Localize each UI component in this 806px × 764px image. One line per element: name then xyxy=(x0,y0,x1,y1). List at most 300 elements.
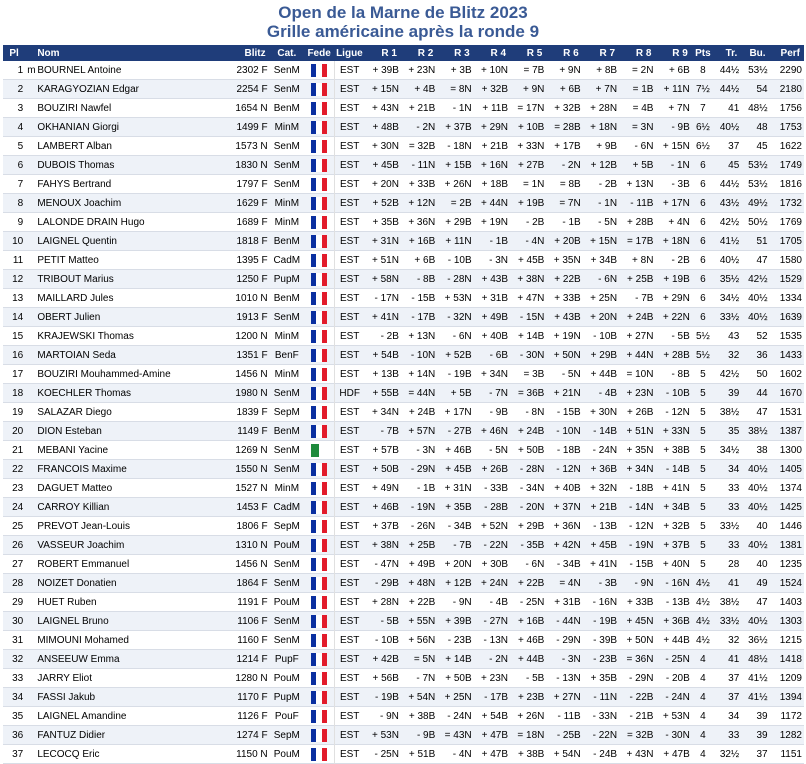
points-cell: 5½ xyxy=(692,346,714,365)
table-row[interactable] xyxy=(3,403,804,422)
performance-cell: 1816 xyxy=(779,178,802,190)
round-result-cell: + 44N xyxy=(474,194,510,213)
column-header[interactable]: Pl xyxy=(3,45,25,61)
place-cell: 19 xyxy=(12,406,24,418)
federation-cell xyxy=(304,156,334,175)
algeria-flag-icon xyxy=(311,444,327,457)
round-result-cell: - 18N xyxy=(447,140,472,152)
tiebreak-tr-cell: 39 xyxy=(714,384,741,403)
table-row[interactable] xyxy=(3,498,804,517)
column-header[interactable]: R 9 xyxy=(655,45,691,61)
tiebreak-bu-cell: 49 xyxy=(741,574,769,593)
tiebreak-bu-cell: 36 xyxy=(741,346,769,365)
points-cell: 7½ xyxy=(692,80,714,99)
column-header[interactable]: R 5 xyxy=(510,45,546,61)
round-result-cell: + 24B xyxy=(408,406,436,418)
player-name[interactable]: PREVOT Jean-Louis xyxy=(37,520,130,532)
tiebreak-tr-cell: 41 xyxy=(714,574,741,593)
player-name[interactable]: KOECHLER Thomas xyxy=(35,384,227,403)
round-result-cell: = 43N xyxy=(437,726,473,745)
tiebreak-tr-cell: 32 xyxy=(714,346,741,365)
place-cell: 23 xyxy=(12,482,24,494)
player-name[interactable]: VASSEUR Joachim xyxy=(35,536,227,555)
category-cell: SepM xyxy=(273,520,300,532)
round-result-cell: - 29N xyxy=(401,460,437,479)
title-cell xyxy=(25,251,35,270)
rating-cell: 1456 N xyxy=(235,558,268,570)
player-name[interactable]: MARTOIAN Seda xyxy=(35,346,227,365)
league-cell: EST xyxy=(334,707,364,726)
player-name[interactable]: LAMBERT Alban xyxy=(37,140,112,152)
round-result-cell: + 33B xyxy=(627,596,654,608)
round-result-cell: + 6B xyxy=(668,64,690,76)
round-result-cell: + 34N xyxy=(619,460,655,479)
round-result-cell: + 34N xyxy=(481,368,508,380)
round-result-cell: - 3B xyxy=(671,178,690,190)
tiebreak-bu-cell: 53½ xyxy=(748,178,768,190)
column-header[interactable]: Blitz xyxy=(227,45,269,61)
performance-cell: 1602 xyxy=(779,368,802,380)
round-result-cell: + 13N xyxy=(408,330,436,342)
tiebreak-tr-cell: 41½ xyxy=(714,232,741,251)
player-name[interactable]: OKHANIAN Giorgi xyxy=(35,118,227,137)
player-name[interactable]: PETIT Matteo xyxy=(37,254,99,266)
title-cell xyxy=(25,175,35,194)
round-result-cell: + 45B xyxy=(365,156,401,175)
table-row[interactable] xyxy=(3,555,804,574)
france-flag-icon xyxy=(311,615,327,628)
player-name[interactable]: FASSI Jakub xyxy=(35,688,227,707)
player-name[interactable]: CARROY Killian xyxy=(35,498,227,517)
table-row[interactable] xyxy=(3,270,804,289)
round-result-cell: - 16N xyxy=(655,574,691,593)
player-name[interactable]: TRIBOUT Marius xyxy=(35,270,227,289)
round-result-cell: + 14B xyxy=(437,650,473,669)
rating-cell: 1310 N xyxy=(227,536,269,555)
table-row[interactable] xyxy=(3,308,804,327)
table-row[interactable] xyxy=(3,137,804,156)
round-result-cell: + 12N xyxy=(401,194,437,213)
round-result-cell: + 25B xyxy=(401,536,437,555)
player-name[interactable]: LALONDE DRAIN Hugo xyxy=(37,216,145,228)
performance-cell: 1639 xyxy=(770,308,804,327)
category-cell: SenM xyxy=(273,178,300,190)
tiebreak-tr-cell: 34½ xyxy=(719,292,740,304)
table-row[interactable] xyxy=(3,593,804,612)
league-cell: EST xyxy=(334,99,364,118)
round-result-cell: + 11B xyxy=(482,102,508,114)
round-result-cell: + 46B xyxy=(517,634,545,646)
player-name[interactable]: LAIGNEL Amandine xyxy=(37,710,127,722)
round-result-cell: + 25N xyxy=(437,688,473,707)
column-header[interactable]: Tr. xyxy=(714,45,741,61)
tiebreak-bu-cell: 40½ xyxy=(741,536,769,555)
round-result-cell: = 36N xyxy=(619,650,655,669)
tiebreak-bu-cell: 41½ xyxy=(748,672,768,684)
place-cell: 24 xyxy=(3,498,25,517)
title-cell xyxy=(25,422,35,441)
round-result-cell: = 4N xyxy=(546,574,582,593)
round-result-cell: + 51N xyxy=(371,254,399,266)
table-row[interactable] xyxy=(3,441,804,460)
table-row[interactable] xyxy=(3,460,804,479)
player-name[interactable]: ROBERT Emmanuel xyxy=(37,558,130,570)
table-row[interactable] xyxy=(3,574,804,593)
table-row[interactable] xyxy=(3,194,804,213)
place-cell: 1 xyxy=(17,64,24,76)
title-cell xyxy=(25,745,35,764)
round-result-cell: + 33N xyxy=(517,140,545,152)
column-header[interactable]: R 3 xyxy=(437,45,473,61)
round-result-cell: - 25B xyxy=(546,726,582,745)
player-name[interactable]: FAHYS Bertrand xyxy=(37,178,112,190)
tiebreak-bu-cell: 40½ xyxy=(748,292,768,304)
title-cell xyxy=(25,118,35,137)
player-name[interactable]: MAILLARD Jules xyxy=(37,292,114,304)
place-cell: 27 xyxy=(12,558,24,570)
title-cell xyxy=(25,346,35,365)
round-result-cell: + 26N xyxy=(517,710,545,722)
round-result-cell: - 14B xyxy=(655,460,691,479)
round-result-cell: + 28N xyxy=(371,596,399,608)
category-cell: PupF xyxy=(270,650,304,669)
league-cell: EST xyxy=(334,289,364,308)
round-result-cell: - 2N xyxy=(474,650,510,669)
category-cell: SenM xyxy=(270,308,304,327)
table-row[interactable] xyxy=(3,422,804,441)
rating-cell: 1010 N xyxy=(235,292,268,304)
round-result-cell: - 7B xyxy=(635,292,654,304)
points-cell: 6½ xyxy=(692,118,714,137)
player-name[interactable]: MENOUX Joachim xyxy=(35,194,227,213)
points-cell: 4 xyxy=(700,748,706,760)
round-result-cell: + 20B xyxy=(546,232,582,251)
table-row[interactable] xyxy=(3,80,804,99)
round-result-cell: + 44B xyxy=(590,368,618,380)
round-result-cell: - 4N xyxy=(452,748,472,760)
tiebreak-tr-cell: 37 xyxy=(728,140,740,152)
round-result-cell: - 24N xyxy=(447,710,472,722)
round-result-cell: - 5B xyxy=(526,672,545,684)
tiebreak-bu-cell: 51 xyxy=(741,232,769,251)
round-result-cell: - 5N xyxy=(598,216,618,228)
player-name[interactable]: JARRY Eliot xyxy=(37,672,92,684)
page-subtitle: Grille américaine après la ronde 9 xyxy=(266,22,540,41)
tiebreak-bu-cell: 50 xyxy=(756,368,768,380)
round-result-cell: - 7B xyxy=(437,536,473,555)
column-header[interactable]: R 1 xyxy=(365,45,401,61)
player-name[interactable]: FRANCOIS Maxime xyxy=(35,460,227,479)
round-result-cell: + 5B xyxy=(619,156,655,175)
round-result-cell: - 19B xyxy=(447,368,472,380)
round-result-cell: + 21B xyxy=(481,140,508,152)
round-result-cell: + 15N xyxy=(662,140,690,152)
round-result-cell: - 9B xyxy=(489,406,508,418)
league-cell: EST xyxy=(334,327,364,346)
table-row[interactable] xyxy=(3,346,804,365)
round-result-cell: - 9B xyxy=(401,726,437,745)
column-header[interactable]: R 2 xyxy=(401,45,437,61)
round-result-cell: + 49B xyxy=(474,308,510,327)
round-result-cell: - 10N xyxy=(401,346,437,365)
table-row[interactable] xyxy=(3,61,804,80)
rating-cell: 1250 F xyxy=(227,270,269,289)
round-result-cell: + 37B xyxy=(655,536,691,555)
round-result-cell: + 40N xyxy=(662,558,690,570)
round-result-cell: = 1N xyxy=(522,178,545,190)
table-row[interactable] xyxy=(3,365,804,384)
round-result-cell: - 10N xyxy=(546,422,582,441)
player-name[interactable]: OBERT Julien xyxy=(35,308,227,327)
tiebreak-tr-cell: 37 xyxy=(714,688,741,707)
table-row[interactable] xyxy=(3,289,804,308)
column-header[interactable]: Perf xyxy=(770,45,804,61)
league-cell: EST xyxy=(334,251,364,270)
table-row[interactable] xyxy=(3,612,804,631)
player-name[interactable]: DAGUET Matteo xyxy=(37,482,113,494)
round-result-cell: - 23B xyxy=(583,650,619,669)
league-cell: EST xyxy=(334,745,364,764)
round-result-cell: - 11N xyxy=(401,156,437,175)
column-header[interactable]: R 4 xyxy=(474,45,510,61)
round-result-cell: + 23N xyxy=(619,384,655,403)
round-result-cell: + 22B xyxy=(408,596,436,608)
league-cell: EST xyxy=(334,232,364,251)
table-row[interactable] xyxy=(3,707,804,726)
points-cell: 4½ xyxy=(695,634,710,646)
round-result-cell: + 25B xyxy=(619,270,655,289)
round-result-cell: + 32B xyxy=(474,80,510,99)
title-cell xyxy=(25,517,35,536)
round-result-cell: - 25N xyxy=(519,596,545,608)
performance-cell: 1282 xyxy=(770,726,804,745)
points-cell: 4½ xyxy=(692,574,714,593)
table-row[interactable] xyxy=(3,688,804,707)
round-result-cell: + 42N xyxy=(546,536,582,555)
table-row[interactable] xyxy=(3,517,804,536)
place-cell: 12 xyxy=(3,270,25,289)
column-header[interactable]: Pts xyxy=(692,45,714,61)
tiebreak-bu-cell: 41½ xyxy=(741,688,769,707)
league-cell: EST xyxy=(334,517,364,536)
france-flag-icon xyxy=(311,197,327,210)
category-cell: PupM xyxy=(270,270,304,289)
tiebreak-bu-cell: 40½ xyxy=(741,498,769,517)
performance-cell: 1209 xyxy=(779,672,802,684)
round-result-cell: + 32B xyxy=(554,102,581,114)
points-cell: 4 xyxy=(692,688,714,707)
table-row[interactable] xyxy=(3,251,804,270)
player-name[interactable]: LAIGNEL Bruno xyxy=(35,612,227,631)
round-result-cell: + 44B xyxy=(510,650,546,669)
rating-cell: 1274 F xyxy=(227,726,269,745)
title-cell xyxy=(25,612,35,631)
points-cell: 4 xyxy=(692,650,714,669)
round-result-cell: = 44N xyxy=(401,384,437,403)
round-result-cell: + 39B xyxy=(437,612,473,631)
column-header[interactable]: R 7 xyxy=(583,45,619,61)
player-name[interactable]: MEBANI Yacine xyxy=(37,444,109,456)
round-result-cell: + 25N xyxy=(590,292,618,304)
round-result-cell: + 50B xyxy=(365,460,401,479)
round-result-cell: = 17N xyxy=(517,102,545,114)
player-name[interactable]: KRAJEWSKI Thomas xyxy=(37,330,134,342)
title-cell xyxy=(25,194,35,213)
tiebreak-bu-cell: 37 xyxy=(756,748,768,760)
category-cell: PupM xyxy=(270,688,304,707)
player-name[interactable]: HUET Ruben xyxy=(37,596,97,608)
league-cell: EST xyxy=(334,194,364,213)
table-row[interactable] xyxy=(3,175,804,194)
player-name[interactable]: DUBOIS Thomas xyxy=(35,156,227,175)
place-cell: 30 xyxy=(3,612,25,631)
title-cell xyxy=(25,536,35,555)
column-header[interactable]: R 6 xyxy=(546,45,582,61)
round-result-cell: - 12N xyxy=(628,520,654,532)
place-cell: 34 xyxy=(3,688,25,707)
round-result-cell: + 33N xyxy=(655,422,691,441)
round-result-cell: + 50B xyxy=(445,672,472,684)
table-row[interactable] xyxy=(3,327,804,346)
round-result-cell: + 15N xyxy=(365,80,401,99)
round-result-cell: - 7B xyxy=(365,422,401,441)
round-result-cell: + 19N xyxy=(553,330,581,342)
round-result-cell: + 47B xyxy=(474,726,510,745)
title-cell xyxy=(25,365,35,384)
round-result-cell: + 29N xyxy=(474,118,510,137)
round-result-cell: + 38N xyxy=(365,536,401,555)
league-cell: EST xyxy=(334,498,364,517)
category-cell: MinM xyxy=(274,368,300,380)
league-cell: EST xyxy=(334,574,364,593)
player-name[interactable]: SALAZAR Diego xyxy=(37,406,112,418)
category-cell: BenF xyxy=(270,346,304,365)
table-row[interactable] xyxy=(3,99,804,118)
title-cell xyxy=(25,384,35,403)
round-result-cell: + 23B xyxy=(510,688,546,707)
round-result-cell: + 5B xyxy=(437,384,473,403)
round-result-cell: - 35B xyxy=(510,536,546,555)
table-row[interactable] xyxy=(3,213,804,232)
round-result-cell: + 44N xyxy=(619,346,655,365)
column-header[interactable]: Fede xyxy=(304,45,334,61)
round-result-cell: + 39B xyxy=(372,64,399,76)
federation-cell xyxy=(304,669,334,688)
round-result-cell: - 27N xyxy=(474,612,510,631)
round-result-cell: + 9N xyxy=(510,80,546,99)
player-name[interactable]: BOUZIRI Mouhammed-Amine xyxy=(37,368,171,380)
round-result-cell: + 42B xyxy=(365,650,401,669)
federation-cell xyxy=(304,612,334,631)
place-cell: 18 xyxy=(3,384,25,403)
round-result-cell: + 51B xyxy=(408,748,436,760)
title-cell xyxy=(25,650,35,669)
player-name[interactable]: BOURNEL Antoine xyxy=(37,64,122,76)
round-result-cell: + 29N xyxy=(662,292,690,304)
round-result-cell: + 50N xyxy=(546,346,582,365)
table-row[interactable] xyxy=(3,726,804,745)
table-row[interactable] xyxy=(3,384,804,403)
table-row[interactable] xyxy=(3,536,804,555)
column-header[interactable]: Bu. xyxy=(741,45,769,61)
tiebreak-tr-cell: 40½ xyxy=(714,118,741,137)
round-result-cell: = 18N xyxy=(510,726,546,745)
player-name[interactable]: NOIZET Donatien xyxy=(35,574,227,593)
tiebreak-bu-cell: 47 xyxy=(756,254,768,266)
round-result-cell: - 4B xyxy=(489,596,508,608)
player-name[interactable]: FANTUZ Didier xyxy=(35,726,227,745)
performance-cell: 1381 xyxy=(770,536,804,555)
round-result-cell: + 4B xyxy=(401,80,437,99)
league-cell: EST xyxy=(334,270,364,289)
round-result-cell: + 43N xyxy=(371,102,399,114)
player-name[interactable]: MIMOUNI Mohamed xyxy=(37,634,129,646)
round-result-cell: - 9N xyxy=(452,596,472,608)
round-result-cell: + 6B xyxy=(414,254,436,266)
table-row[interactable] xyxy=(3,118,804,137)
round-result-cell: = 8N xyxy=(437,80,473,99)
table-row[interactable] xyxy=(3,479,804,498)
table-row[interactable] xyxy=(3,156,804,175)
table-row[interactable] xyxy=(3,669,804,688)
points-cell: 5 xyxy=(692,460,714,479)
column-header[interactable]: Nom xyxy=(35,45,227,61)
round-result-cell: - 11B xyxy=(619,194,655,213)
round-result-cell: + 28B xyxy=(655,346,691,365)
round-result-cell: - 44N xyxy=(546,612,582,631)
player-name[interactable]: BOUZIRI Nawfel xyxy=(37,102,112,114)
column-header[interactable]: Ligue xyxy=(334,45,364,61)
federation-cell xyxy=(304,403,334,422)
league-cell: EST xyxy=(334,479,364,498)
round-result-cell: + 24B xyxy=(510,422,546,441)
round-result-cell: - 2N xyxy=(546,156,582,175)
player-name[interactable]: DION Esteban xyxy=(35,422,227,441)
round-result-cell: + 38B xyxy=(517,748,545,760)
points-cell: 5½ xyxy=(695,330,710,342)
tiebreak-bu-cell: 50½ xyxy=(748,216,768,228)
round-result-cell: - 5B xyxy=(671,330,690,342)
round-result-cell: - 19B xyxy=(583,612,619,631)
place-cell: 35 xyxy=(12,710,24,722)
france-flag-icon xyxy=(311,387,327,400)
table-row[interactable] xyxy=(3,745,804,764)
player-name[interactable]: ANSEEUW Emma xyxy=(35,650,227,669)
round-result-cell: + 32N xyxy=(590,482,618,494)
place-cell: 37 xyxy=(12,748,24,760)
table-row[interactable] xyxy=(3,631,804,650)
round-result-cell: - 13N xyxy=(483,634,508,646)
player-name[interactable]: KARAGYOZIAN Edgar xyxy=(35,80,227,99)
table-row[interactable] xyxy=(3,650,804,669)
player-name[interactable]: LAIGNEL Quentin xyxy=(35,232,227,251)
column-header[interactable] xyxy=(25,45,35,61)
round-result-cell: - 28B xyxy=(474,498,510,517)
france-flag-icon xyxy=(311,83,327,96)
france-flag-icon xyxy=(311,368,327,381)
league-cell: EST xyxy=(334,308,364,327)
round-result-cell: + 31N xyxy=(444,482,472,494)
round-result-cell: - 6N xyxy=(634,140,654,152)
performance-cell: 1732 xyxy=(770,194,804,213)
round-result-cell: + 14N xyxy=(408,368,436,380)
points-cell: 5 xyxy=(692,422,714,441)
tiebreak-tr-cell: 44½ xyxy=(714,80,741,99)
column-header[interactable]: R 8 xyxy=(619,45,655,61)
player-name[interactable]: LECOCQ Eric xyxy=(37,748,100,760)
table-row[interactable] xyxy=(3,232,804,251)
column-header[interactable]: Cat. xyxy=(270,45,304,61)
